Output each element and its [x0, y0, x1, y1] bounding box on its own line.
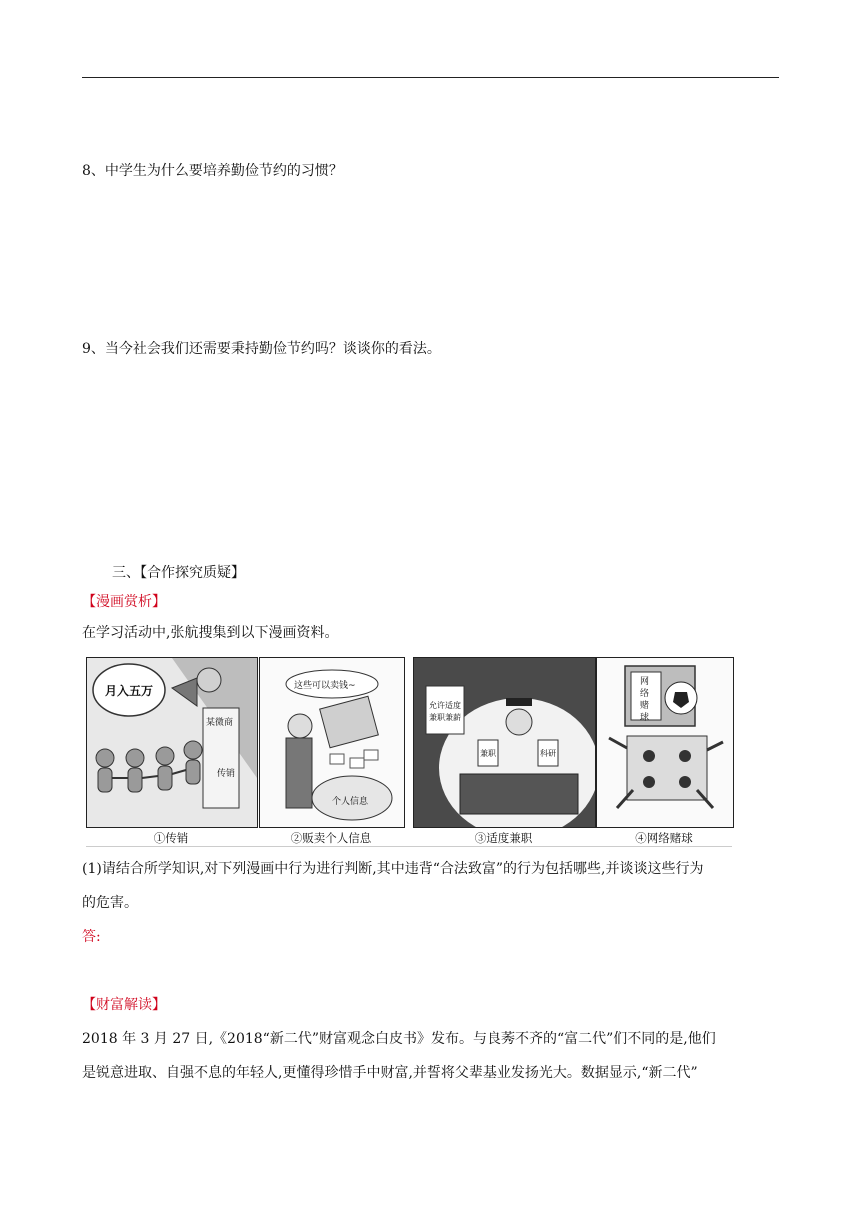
intro-text: 在学习活动中,张航搜集到以下漫画资料。: [82, 625, 339, 641]
header-rule: [82, 77, 779, 78]
comic-panel-selling-personal-info: [259, 657, 405, 828]
comic-illustration: [87, 658, 257, 827]
question-1-line-2: 的危害。: [82, 895, 138, 911]
caption-panel-1: ①传销: [153, 831, 189, 845]
comic-illustration: [260, 658, 404, 827]
caption-panel-2: ②贩卖个人信息: [290, 831, 372, 845]
speech-text: 这些可以卖钱~: [294, 681, 356, 691]
paper-text-2: 科研: [540, 749, 556, 758]
wealth-paragraph-line-1: 2018 年 3 月 27 日,《2018“新二代”财富观念白皮书》发布。与良莠不齐的“富二代”们不同的是,他们: [82, 1031, 716, 1047]
book-text: 传销: [217, 769, 236, 779]
notice-text-2: 兼职兼薪: [429, 713, 461, 722]
comic-illustration: [414, 658, 595, 827]
screen-char-3: 赌: [640, 701, 650, 711]
screen-char-2: 络: [640, 689, 650, 699]
comic-illustration: [597, 658, 733, 827]
caption-panel-3: ③适度兼职: [474, 831, 533, 845]
question-1-line-1: (1)请结合所学知识,对下列漫画中行为进行判断,其中违背“合法致富”的行为包括哪些,并谈谈这些行为: [82, 861, 704, 877]
question-8: 8、中学生为什么要培养勤俭节约的习惯？: [82, 163, 343, 179]
paper-text-1: 兼职: [480, 749, 496, 758]
question-9: 9、当今社会我们还需要秉持勤俭节约吗？谈谈你的看法。: [82, 341, 441, 357]
caption-panel-4: ④网络赌球: [635, 831, 693, 845]
wealth-paragraph-line-2: 是锐意进取、自强不息的年轻人,更懂得珍惜手中财富,并誓将父辈基业发扬光大。数据显示,“新二代”: [82, 1065, 698, 1081]
comic-panel-part-time: [413, 657, 596, 828]
screen-char-4: 球: [640, 713, 650, 723]
section-heading: 三、【合作探究质疑】: [112, 565, 245, 581]
wealth-tag: 【财富解读】: [82, 997, 166, 1013]
comic-panel-online-gambling: [596, 657, 734, 828]
sign-text: 某微商: [206, 718, 234, 728]
speech-text: 月入五万: [105, 684, 154, 698]
comic-panel-pyramid-selling: [86, 657, 258, 828]
comic-analysis-tag: 【漫画赏析】: [82, 594, 166, 610]
screen-char-1: 网: [640, 677, 650, 687]
answer-label: 答:: [82, 929, 101, 945]
notice-text-1: 允许适度: [429, 701, 461, 710]
bag-text: 个人信息: [332, 797, 369, 807]
